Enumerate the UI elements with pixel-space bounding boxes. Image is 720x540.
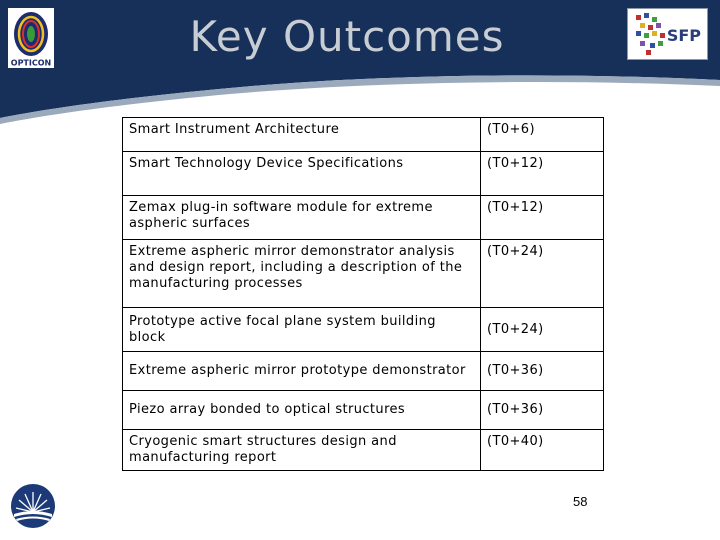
sfp-logo [627, 8, 708, 60]
deliverable-cell: Prototype active focal plane system building block [123, 308, 481, 352]
opticon-logo-text: OPTICON [10, 58, 52, 68]
table-row [123, 391, 604, 430]
timing-cell: (T0+24) [481, 240, 604, 308]
table-row [123, 308, 604, 352]
deliverable-cell: Smart Instrument Architecture [123, 118, 481, 152]
timing-cell: (T0+12) [481, 152, 604, 196]
timing-cell: (T0+12) [481, 196, 604, 240]
table-row [123, 430, 604, 471]
sfp-logo-text: SFP [666, 26, 701, 45]
opticon-logo [8, 8, 54, 68]
deliverable-cell: Piezo array bonded to optical structures [123, 391, 481, 430]
timing-cell: (T0+40) [481, 430, 604, 471]
deliverable-cell: Zemax plug-in software module for extreme aspheric surfaces [123, 196, 481, 240]
table-row [123, 196, 604, 240]
deliverable-cell: Extreme aspheric mirror demonstrator analysis and design report, including a description of the manufacturing processes [123, 240, 481, 308]
outcomes-table [122, 117, 604, 471]
table-row [123, 352, 604, 391]
table-row [123, 118, 604, 152]
timing-cell: (T0+36) [481, 352, 604, 391]
page-number: 58 [573, 494, 588, 509]
timing-cell: (T0+24) [481, 308, 604, 352]
deliverable-cell: Cryogenic smart structures design and manufacturing report [123, 430, 481, 471]
sfp-mosaic-icon [630, 9, 670, 59]
deliverable-cell: Extreme aspheric mirror prototype demonstrator [123, 352, 481, 391]
table-row [123, 240, 604, 308]
slide-title: Key Outcomes [189, 12, 505, 61]
deliverable-cell: Smart Technology Device Specifications [123, 152, 481, 196]
timing-cell: (T0+6) [481, 118, 604, 152]
timing-cell: (T0+36) [481, 391, 604, 430]
sunburst-logo [10, 483, 56, 529]
table-row [123, 152, 604, 196]
